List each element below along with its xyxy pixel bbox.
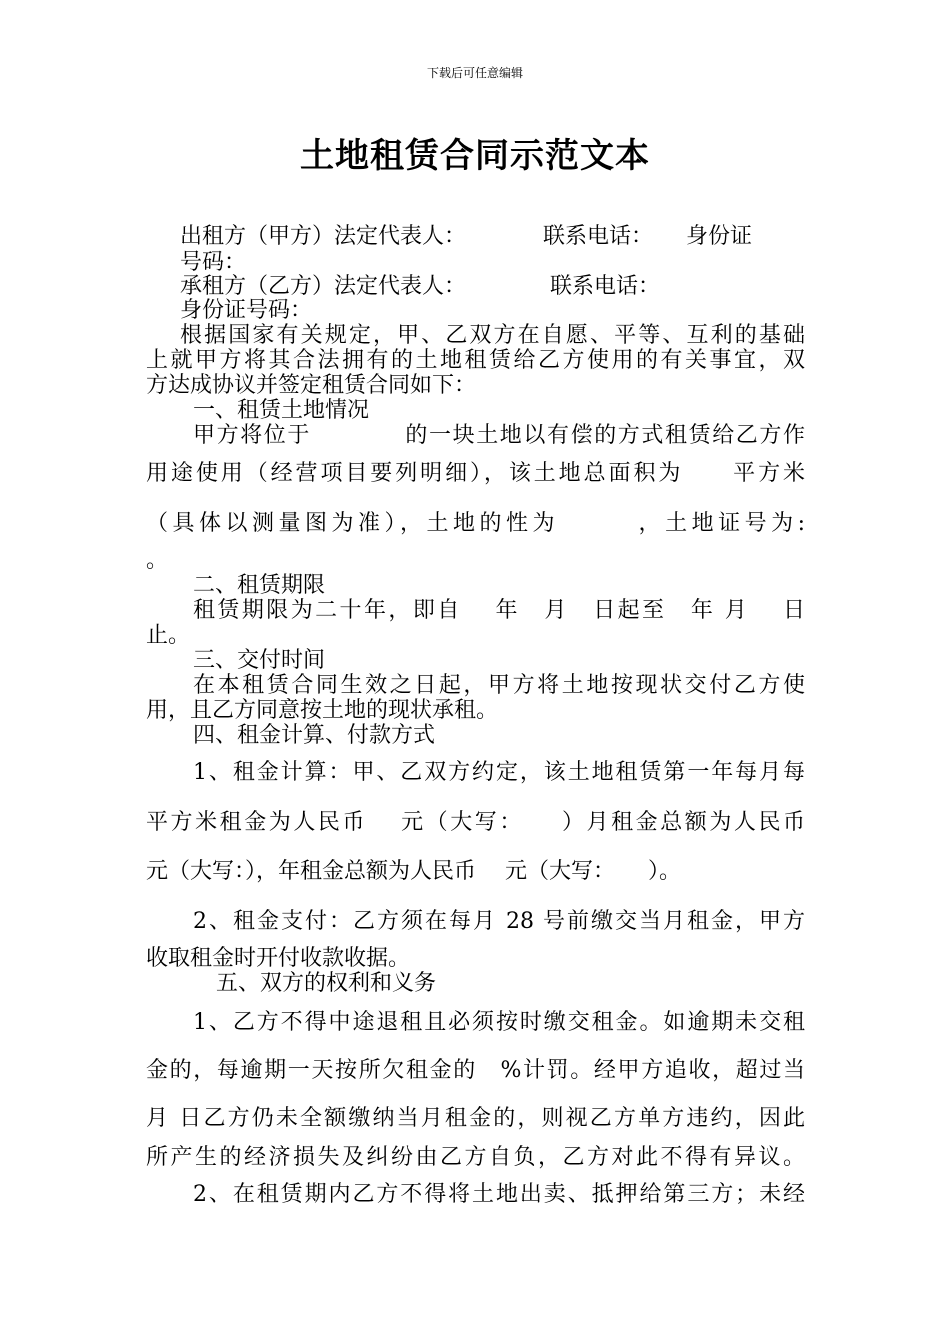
text-line: 平方米租金为人民币 元（大写： ）月租金总额为人民币 [146, 810, 805, 835]
section-heading: 五、双方的权利和义务 [216, 971, 437, 996]
text-line: 租赁期限为二十年，即自 年 月 日起至 年 月 日 [193, 598, 805, 623]
section-heading: 二、租赁期限 [193, 573, 326, 598]
text-line: 2、在租赁期内乙方不得将土地出卖、抵押给第三方；未经 [193, 1182, 805, 1207]
text-line: 月 日乙方仍未全额缴纳当月租金的，则视乙方单方违约，因此 [146, 1106, 805, 1131]
text-line: 上就甲方将其合法拥有的土地租赁给乙方使用的有关事宜，双 [146, 348, 805, 373]
text-line: 所产生的经济损失及纠纷由乙方自负，乙方对此不得有异议。 [146, 1145, 805, 1170]
header-note: 下载后可任意编辑 [426, 66, 523, 80]
text-line: 号码： [180, 250, 247, 275]
text-line: 。 [146, 548, 169, 573]
text-line: 元（大写：），年租金总额为人民币 元（大写： ）。 [146, 859, 681, 884]
section-heading: 三、交付时间 [193, 648, 326, 673]
text-line: （具体以测量图为准），土地的性为 ，土地证号为: [146, 511, 805, 536]
text-line: 止。 [146, 623, 191, 648]
section-heading: 一、租赁土地情况 [193, 398, 370, 423]
text-line: 1、租金计算：甲、乙双方约定，该土地租赁第一年每月每 [193, 760, 805, 785]
text-line: 在本租赁合同生效之日起，甲方将土地按现状交付乙方使 [193, 673, 805, 698]
document-title: 土地租赁合同示范文本 [300, 136, 650, 176]
section-heading: 四、租金计算、付款方式 [193, 723, 436, 748]
text-line: 甲方将位于 的一块土地以有偿的方式租赁给乙方作 [193, 423, 805, 448]
text-line: 金的，每逾期一天按所欠租金的 %计罚。经甲方追收，超过当 [146, 1058, 805, 1083]
text-line: 收取租金时开付收款收据。 [146, 946, 411, 971]
text-line: 用，且乙方同意按土地的现状承租。 [146, 698, 499, 723]
text-line: 出租方（甲方）法定代表人： 联系电话： 身份证 [180, 224, 753, 249]
text-line: 2、租金支付：乙方须在每月 28 号前缴交当月租金，甲方 [193, 909, 805, 934]
text-line: 身份证号码： [180, 298, 313, 323]
text-line: 根据国家有关规定，甲、乙双方在自愿、平等、互利的基础 [180, 323, 805, 348]
text-line: 方达成协议并签定租赁合同如下： [146, 373, 477, 398]
text-line: 承租方（乙方）法定代表人： 联系电话： [180, 274, 660, 299]
text-line: 1、乙方不得中途退租且必须按时缴交租金。如逾期未交租 [193, 1010, 805, 1035]
text-line: 用途使用（经营项目要列明细），该土地总面积为 平方米 [146, 461, 805, 486]
